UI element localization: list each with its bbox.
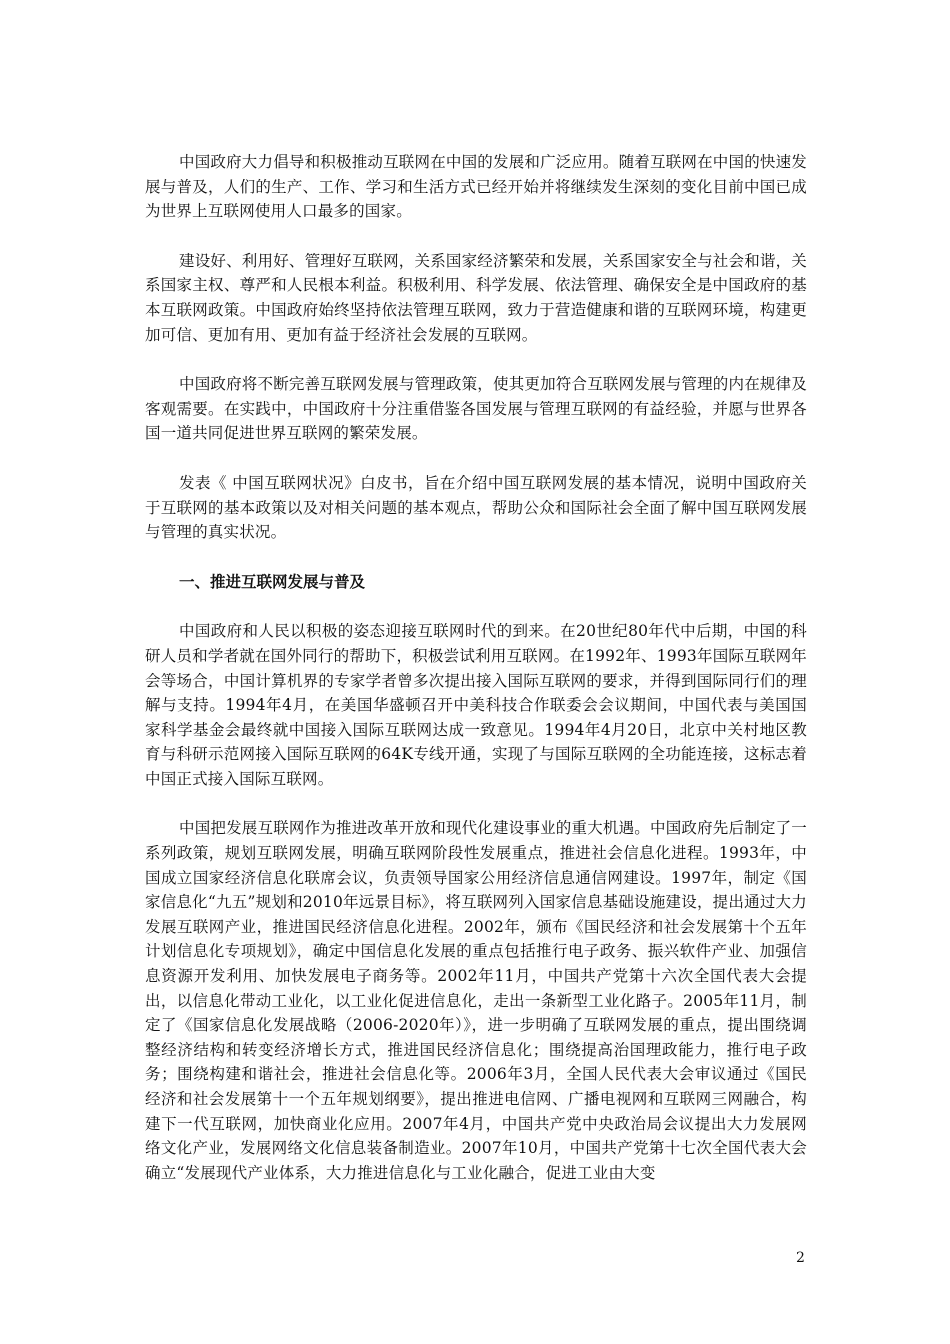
page-number: 2	[796, 1250, 805, 1266]
section-paragraph-1: 中国政府和人民以积极的姿态迎接互联网时代的到来。在20世纪80年代中后期，中国的科研人员和学者就在国外同行的帮助下，积极尝试利用互联网。在1992年、1993年国际互联网年会等场合，中国计算机界的专家学者曾多次提出接入国际互联网的要求，并得到国际同行们的理解与支持。1994年4月，在美国华盛顿召开中美科技合作联委会会议期间，中国代表与美国国家科学基金会最终就中国接入国际互联网达成一致意见。1994年4月20日，北京中关村地区教育与科研示范网接入国际互联网的64K专线开通，实现了与国际互联网的全功能连接，这标志着中国正式接入国际互联网。	[145, 622, 807, 788]
document-body	[145, 150, 807, 1210]
intro-paragraph-4: 发表《 中国互联网状况》白皮书，旨在介绍中国互联网发展的基本情况，说明中国政府关于互联网的基本政策以及对相关问题的基本观点，帮助公众和国际社会全面了解中国互联网发展与管理的真实状况。	[145, 473, 807, 542]
intro-paragraph-1: 中国政府大力倡导和积极推动互联网在中国的发展和广泛应用。随着互联网在中国的快速发展与普及，人们的生产、工作、学习和生活方式已经开始并将继续发生深刻的变化目前中国已成为世界上互联网使用人口最多的国家。	[145, 153, 808, 221]
section-heading: 一、推进互联网发展与普及	[179, 572, 366, 591]
intro-paragraph-3: 中国政府将不断完善互联网发展与管理政策，使其更加符合互联网发展与管理的内在规律及客观需要。在实践中，中国政府十分注重借鉴各国发展与管理互联网的有益经验，并愿与世界各国一道共同促进世界互联网的繁荣发展。	[145, 375, 808, 443]
intro-paragraph-2: 建设好、利用好、管理好互联网，关系国家经济繁荣和发展，关系国家安全与社会和谐，关系国家主权、尊严和人民根本利益。积极利用、科学发展、依法管理、确保安全是中国政府的基本互联网政策。中国政府始终坚持依法管理互联网，致力于营造健康和谐的互联网环境，构建更加可信、更加有用、更加有益于经济社会发展的互联网。	[145, 251, 808, 344]
section-paragraph-2: 中国把发展互联网作为推进改革开放和现代化建设事业的重大机遇。中国政府先后制定了一系列政策，规划互联网发展，明确互联网阶段性发展重点，推进社会信息化进程。1993年，中国成立国家经济信息化联席会议，负责领导国家公用经济信息通信网建设。1997年，制定《国家信息化“九五”规划和2010年远景目标》，将互联网列入国家信息基础设施建设，提出通过大力发展互联网产业，推进国民经济信息化进程。2002年，颁布《国民经济和社会发展第十个五年计划信息化专项规划》，确定中国信息化发展的重点包括推行电子政务、振兴软件产业、加强信息资源开发利用、加快发展电子商务等。2002年11月，中国共产党第十六次全国代表大会提出，以信息化带动工业化，以工业化促进信息化，走出一条新型工业化路子。2005年11月，制定了《国家信息化发展战略（2006-2020年）》，进一步明确了互联网发展的重点，提出围绕调整经济结构和转变经济增长方式，推进国民经济信息化；围绕提高治国理政能力，推行电子政务；围绕构建和谐社会，推进社会信息化等。2006年3月，全国人民代表大会审议通过《国民经济和社会发展第十一个五年规划纲要》，提出推进电信网、广播电视网和互联网三网融合，构建下一代互联网，加快商业化应用。2007年4月，中国共产党中央政治局会议提出大力发展网络文化产业，发展网络文化信息装备制造业。2007年10月，中国共产党第十七次全国代表大会确立“发展现代产业体系，大力推进信息化与工业化融合，促进工业由大变	[145, 819, 808, 1182]
